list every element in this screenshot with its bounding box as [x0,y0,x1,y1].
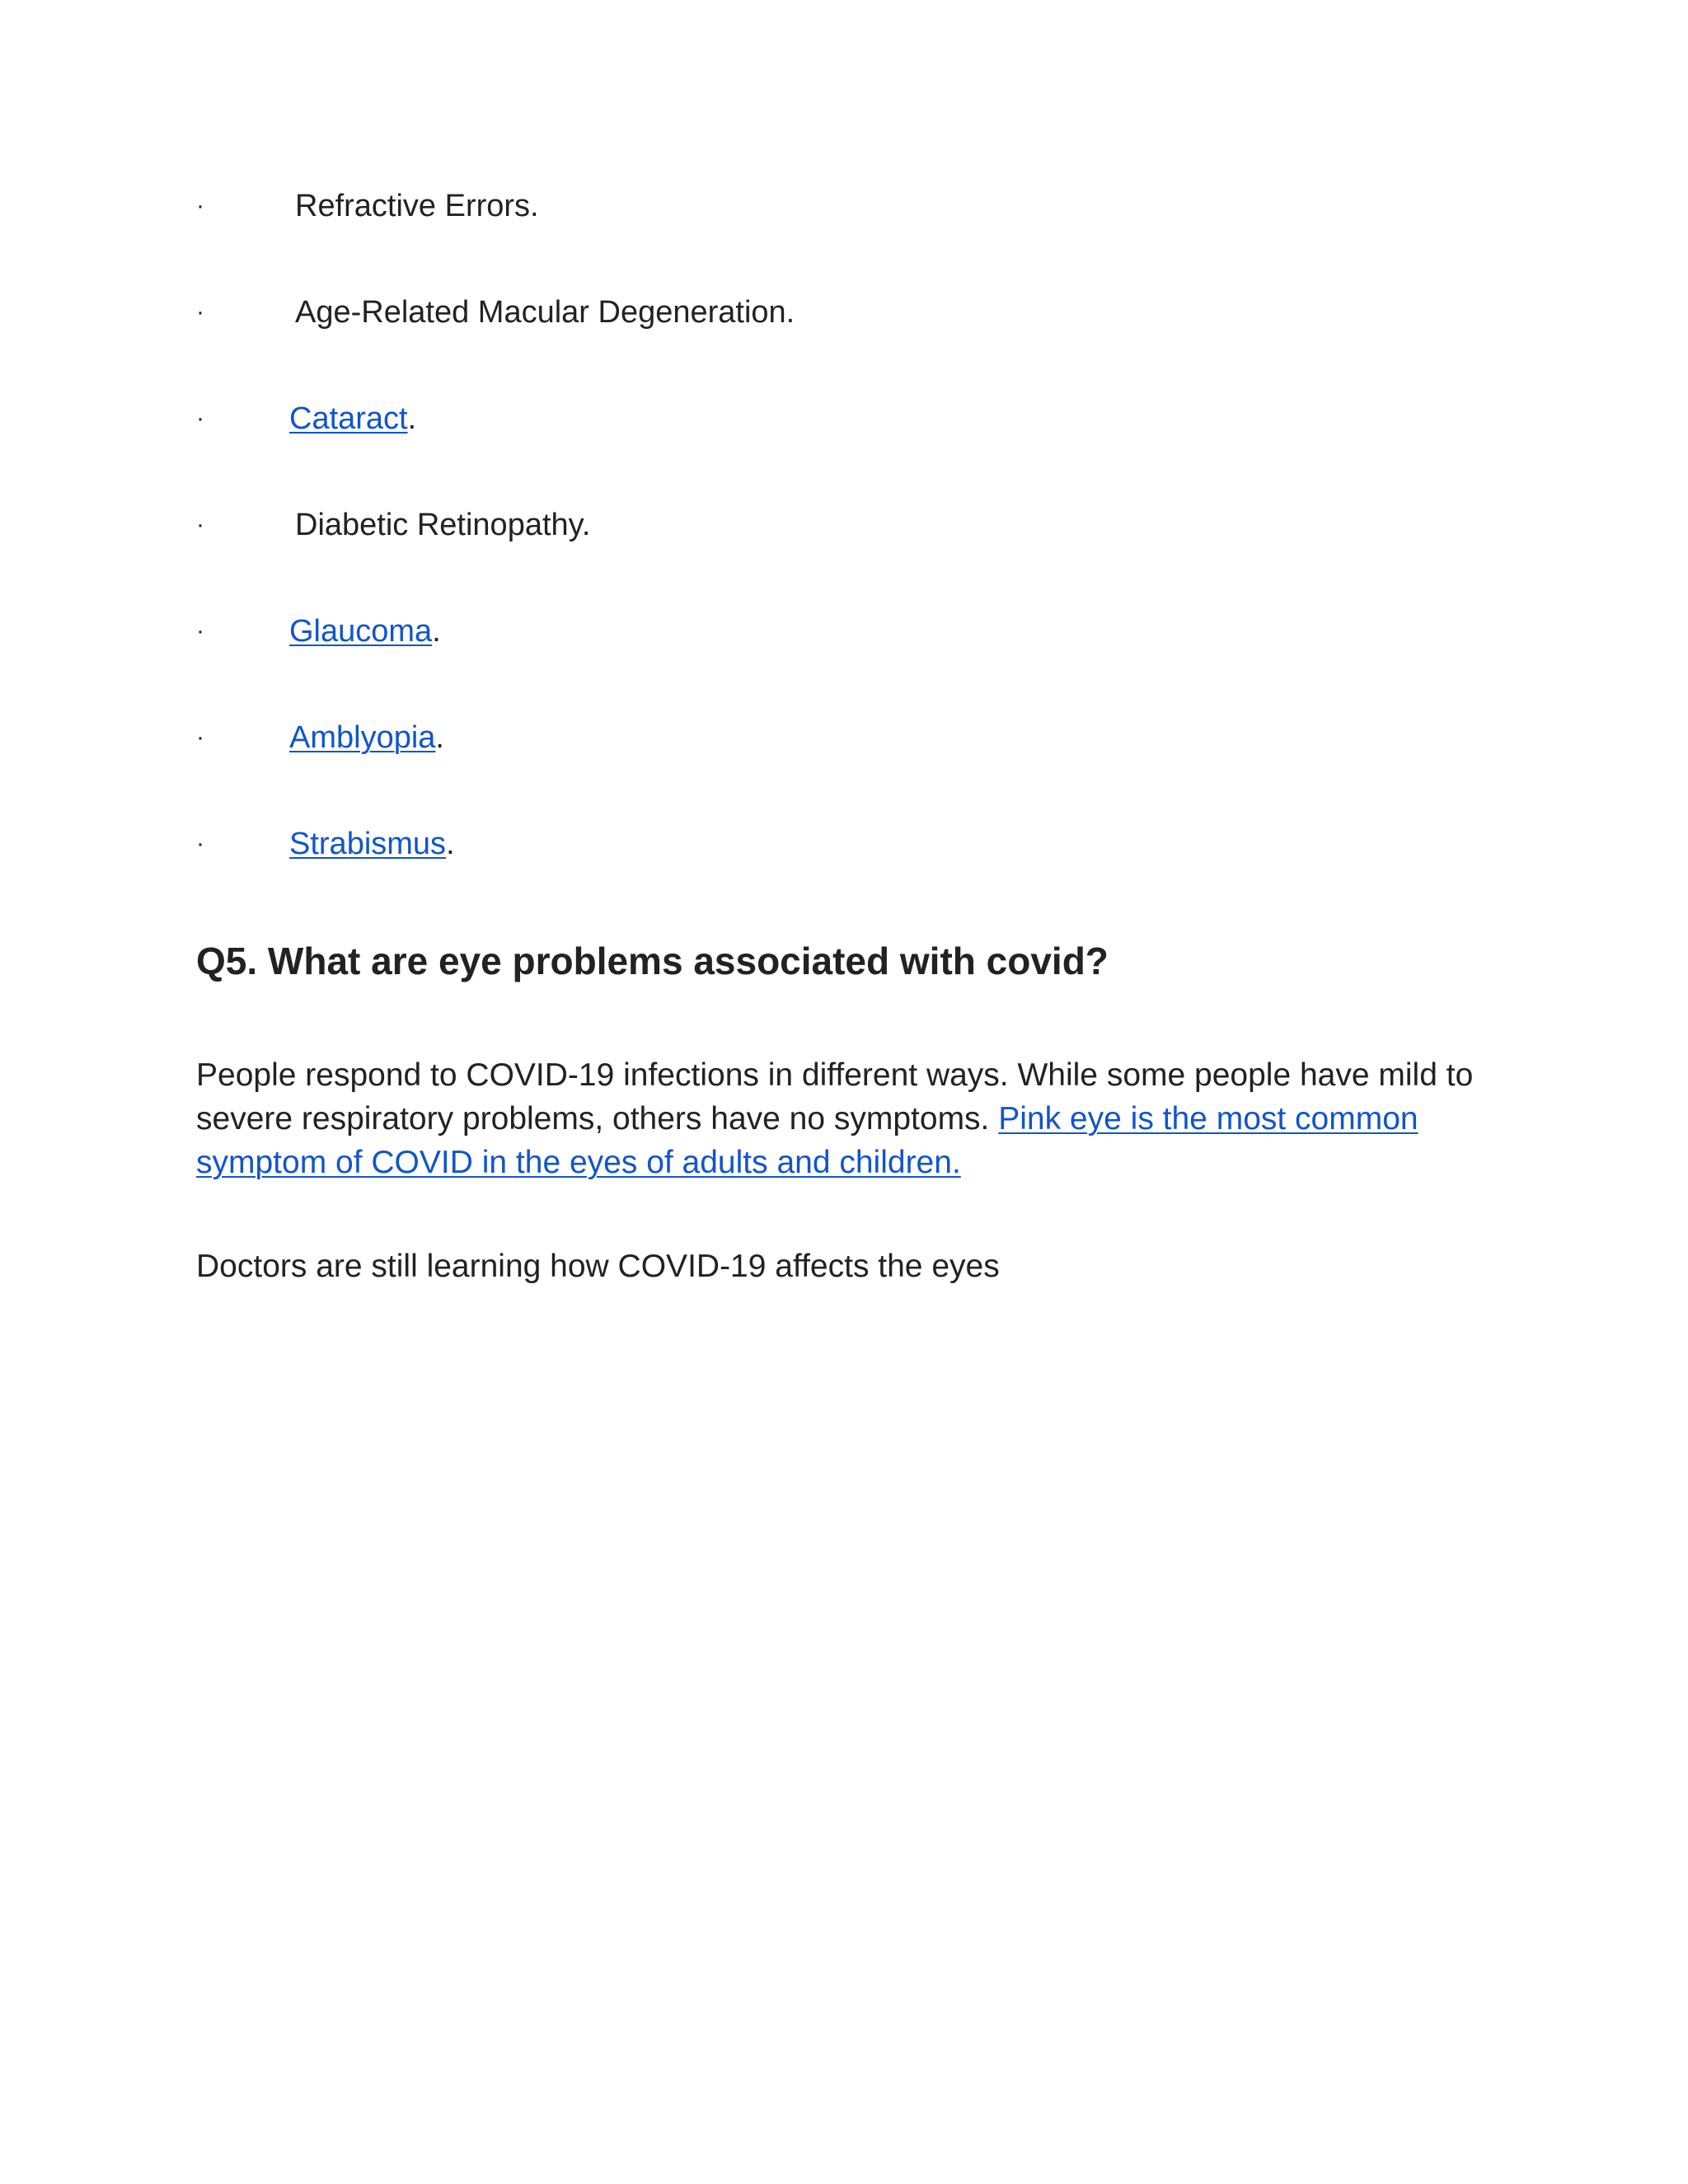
bullet-icon: · [196,192,204,219]
list-item-text: Age-Related Macular Degeneration. [295,295,795,330]
list-item-text: Diabetic Retinopathy. [295,508,591,542]
bullet-icon: · [196,724,204,751]
strabismus-link[interactable]: Strabismus [289,827,447,861]
list-item-text [289,613,441,649]
list-item-suffix: . [407,401,417,436]
covid-response-paragraph [196,1053,1498,1184]
pink-eye-link[interactable]: Pink eye is the most common symptom of COVID in the eyes of adults and children. [196,1101,1418,1180]
amblyopia-link[interactable]: Amblyopia [289,720,436,755]
list-item-suffix: . [435,720,444,755]
list-item-suffix: . [446,827,455,861]
list-item-text [289,401,416,437]
bullet-icon: · [196,617,204,644]
doctors-learning-paragraph: Doctors are still learning how COVID-19 affects the eyes [196,1249,1000,1284]
bullet-icon: · [196,511,204,538]
list-item-text [289,719,444,756]
section-heading-q5: Q5. What are eye problems associated with covid? [196,940,1109,982]
glaucoma-link[interactable]: Glaucoma [289,614,433,649]
cataract-link[interactable]: Cataract [289,401,408,436]
bullet-icon: · [196,298,204,326]
paragraph-text: People respond to COVID-19 infections in different ways. While some people have mild to severe respiratory problems, others have no symptoms. [196,1057,1474,1137]
list-item-text: Refractive Errors. [295,189,539,223]
bullet-icon: · [196,830,204,857]
list-item-suffix: . [432,614,441,649]
bullet-icon: · [196,405,204,432]
list-item-text [289,826,455,862]
